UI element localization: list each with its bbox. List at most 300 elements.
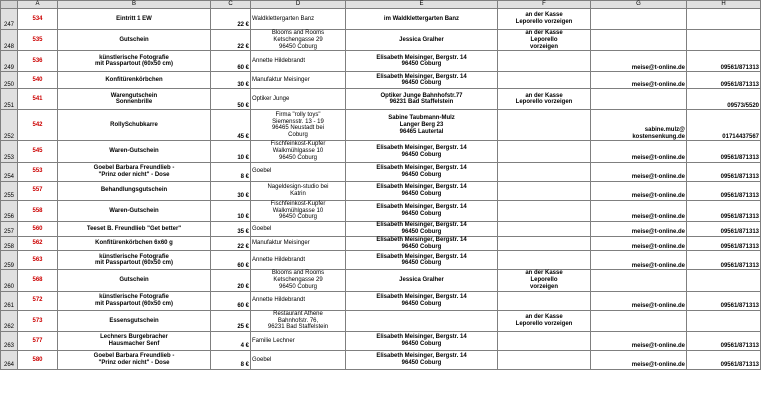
cell-contact-line: 96231 Bad Staffelstein bbox=[389, 99, 454, 106]
cell-contact-line: Elisabeth Meisinger, Bergstr. 14 bbox=[376, 253, 467, 260]
cell-phone[interactable] bbox=[687, 30, 761, 51]
row-header[interactable]: 248 bbox=[1, 30, 18, 51]
cell-donor-line: Walkmühlgasse 10 bbox=[272, 148, 324, 155]
cell-phone[interactable] bbox=[687, 270, 761, 291]
cell-contact-line: Elisabeth Meisinger, Bergstr. 14 bbox=[376, 334, 467, 341]
row-header[interactable]: 264 bbox=[1, 351, 18, 370]
cell-contact-line: Sabine Taubmann-Mulz bbox=[388, 115, 455, 122]
cell-email[interactable] bbox=[591, 51, 687, 72]
cell-item-number[interactable]: 553 bbox=[18, 162, 58, 181]
cell-value[interactable]: 22 € bbox=[211, 9, 251, 30]
cell-email[interactable] bbox=[591, 200, 687, 221]
cell-description-line: mit Passpartout (60x50 cm) bbox=[94, 300, 174, 307]
row-header[interactable]: 262 bbox=[1, 310, 18, 331]
column-header-g[interactable]: G bbox=[591, 1, 687, 9]
cell-description[interactable] bbox=[58, 9, 211, 30]
cell-contact-line: 96450 Coburg bbox=[401, 228, 442, 235]
cell-contact-line: 96450 Coburg bbox=[401, 341, 442, 348]
cell-email[interactable] bbox=[591, 310, 687, 331]
cell-item-number[interactable]: 535 bbox=[18, 30, 58, 51]
cell-pickup-line: vorzeigen bbox=[529, 43, 558, 50]
cell-contact-line: Elisabeth Meisinger, Bergstr. 14 bbox=[376, 293, 467, 300]
cell-pickup-line: Leporello vorzeigen bbox=[515, 99, 573, 106]
cell-contact[interactable] bbox=[346, 332, 498, 351]
cell-pickup[interactable] bbox=[498, 162, 591, 181]
cell-email[interactable] bbox=[591, 251, 687, 270]
cell-donor[interactable] bbox=[251, 51, 346, 72]
cell-contact-line: 96450 Coburg bbox=[401, 61, 442, 68]
cell-donor-line: Coburg bbox=[288, 132, 308, 139]
cell-phone[interactable]: 09561/871313 bbox=[687, 200, 761, 221]
cell-contact-line: Elisabeth Meisinger, Bergstr. 14 bbox=[376, 73, 467, 80]
cell-contact[interactable] bbox=[346, 236, 498, 251]
cell-value[interactable]: 60 € bbox=[211, 291, 251, 310]
cell-email[interactable] bbox=[591, 181, 687, 200]
row-header[interactable]: 250 bbox=[1, 72, 18, 89]
cell-description[interactable] bbox=[58, 181, 211, 200]
cell-pickup-line: vorzeigen bbox=[529, 283, 558, 290]
cell-donor[interactable] bbox=[251, 351, 346, 370]
cell-donor[interactable] bbox=[251, 270, 346, 291]
cell-email[interactable] bbox=[591, 270, 687, 291]
cell-item-number[interactable]: 560 bbox=[18, 222, 58, 237]
cell-pickup[interactable] bbox=[498, 236, 591, 251]
cell-value[interactable]: 8 € bbox=[211, 162, 251, 181]
cell-value[interactable]: 30 € bbox=[211, 181, 251, 200]
cell-donor-line: Goebel bbox=[252, 225, 272, 232]
cell-contact[interactable] bbox=[346, 9, 498, 30]
cell-pickup[interactable] bbox=[498, 251, 591, 270]
cell-donor-line: Waldklettergarten Banz bbox=[252, 15, 315, 22]
cell-phone[interactable]: 09561/871313 bbox=[687, 351, 761, 370]
row-header[interactable]: 252 bbox=[1, 110, 18, 141]
cell-donor[interactable] bbox=[251, 141, 346, 162]
cell-pickup[interactable] bbox=[498, 51, 591, 72]
cell-value[interactable]: 60 € bbox=[211, 251, 251, 270]
cell-contact[interactable] bbox=[346, 200, 498, 221]
cell-item-number[interactable]: 577 bbox=[18, 332, 58, 351]
cell-donor[interactable] bbox=[251, 181, 346, 200]
cell-donor-line: Siemensstr. 13 - 19 bbox=[272, 118, 324, 125]
cell-contact-line: 96450 Coburg bbox=[401, 171, 442, 178]
cell-description-line: mit Passpartout (60x50 cm) bbox=[94, 260, 174, 267]
row-header[interactable]: 247 bbox=[1, 9, 18, 30]
cell-pickup-line: Leporello vorzeigen bbox=[515, 320, 573, 327]
cell-value[interactable]: 35 € bbox=[211, 222, 251, 237]
cell-contact[interactable] bbox=[346, 251, 498, 270]
cell-description-line: RollySchubkarre bbox=[110, 121, 158, 128]
table-row bbox=[1, 332, 761, 351]
cell-pickup[interactable] bbox=[498, 222, 591, 237]
cell-description[interactable] bbox=[58, 72, 211, 89]
cell-item-number[interactable]: 558 bbox=[18, 200, 58, 221]
cell-donor-line: Optiker Junge bbox=[252, 95, 290, 102]
cell-item-number[interactable]: 580 bbox=[18, 351, 58, 370]
cell-donor[interactable] bbox=[251, 236, 346, 251]
cell-contact-line: Elisabeth Meisinger, Bergstr. 14 bbox=[376, 164, 467, 171]
cell-pickup[interactable] bbox=[498, 351, 591, 370]
column-header-f[interactable]: F bbox=[498, 1, 591, 9]
cell-contact-line: Jessica Gralher bbox=[399, 277, 444, 284]
cell-email[interactable] bbox=[591, 9, 687, 30]
cell-phone[interactable]: 01714437567 bbox=[687, 110, 761, 141]
cell-description-line: künstlerische Fotografie bbox=[99, 54, 169, 61]
table-row bbox=[1, 291, 761, 310]
cell-contact[interactable] bbox=[346, 351, 498, 370]
cell-description[interactable] bbox=[58, 251, 211, 270]
cell-item-number[interactable]: 568 bbox=[18, 270, 58, 291]
cell-donor[interactable] bbox=[251, 110, 346, 141]
row-header[interactable]: 263 bbox=[1, 332, 18, 351]
cell-description-line: Gutschein bbox=[119, 277, 149, 284]
cell-contact[interactable] bbox=[346, 30, 498, 51]
cell-donor-line: Ketschengasse 29 bbox=[273, 36, 323, 43]
cell-item-number[interactable]: 557 bbox=[18, 181, 58, 200]
cell-email-line: meise@t-online.de bbox=[631, 64, 685, 71]
cell-email[interactable] bbox=[591, 72, 687, 89]
cell-donor-line: Blooms and Rooms bbox=[271, 270, 325, 277]
column-header-row bbox=[1, 1, 761, 9]
table-row bbox=[1, 200, 761, 221]
cell-donor[interactable] bbox=[251, 251, 346, 270]
row-header[interactable]: 261 bbox=[1, 291, 18, 310]
cell-item-number[interactable]: 540 bbox=[18, 72, 58, 89]
cell-description-line: Eintritt 1 EW bbox=[116, 15, 152, 22]
cell-email[interactable] bbox=[591, 30, 687, 51]
row-header[interactable]: 258 bbox=[1, 236, 18, 251]
cell-donor-line: 96450 Coburg bbox=[278, 214, 318, 221]
cell-description-line: Waren-Gutschein bbox=[109, 207, 159, 214]
table-row bbox=[1, 310, 761, 331]
cell-pickup-line: an der Kasse bbox=[525, 270, 563, 277]
cell-description[interactable] bbox=[58, 200, 211, 221]
cell-contact[interactable] bbox=[346, 162, 498, 181]
row-header[interactable]: 255 bbox=[1, 181, 18, 200]
cell-donor-line: 96450 Coburg bbox=[278, 43, 318, 50]
cell-description[interactable] bbox=[58, 30, 211, 51]
cell-description[interactable] bbox=[58, 270, 211, 291]
column-header-c[interactable]: C bbox=[211, 1, 251, 9]
cell-donor[interactable] bbox=[251, 89, 346, 110]
cell-donor-line: Restaurant Athene bbox=[273, 310, 323, 317]
table-row bbox=[1, 162, 761, 181]
select-all-corner[interactable] bbox=[1, 1, 18, 9]
cell-email[interactable] bbox=[591, 162, 687, 181]
cell-contact-line: 96450 Coburg bbox=[401, 190, 442, 197]
cell-phone[interactable] bbox=[687, 9, 761, 30]
cell-item-number[interactable]: 541 bbox=[18, 89, 58, 110]
cell-donor[interactable] bbox=[251, 200, 346, 221]
table-row bbox=[1, 30, 761, 51]
table-row bbox=[1, 141, 761, 162]
cell-description-line: Konfitürenkörbchen 6x60 g bbox=[95, 240, 173, 247]
cell-email-line: meise@t-online.de bbox=[631, 243, 685, 250]
cell-contact-line: 96450 Coburg bbox=[401, 360, 442, 367]
column-header-d[interactable]: D bbox=[251, 1, 346, 9]
cell-donor-line: Bahnhofstr. 76, bbox=[277, 317, 319, 324]
cell-description[interactable] bbox=[58, 141, 211, 162]
cell-contact-line: Elisabeth Meisinger, Bergstr. 14 bbox=[376, 144, 467, 151]
cell-donor-line: Katrin bbox=[290, 190, 306, 197]
cell-pickup-line: Leporello bbox=[530, 36, 558, 43]
cell-donor-line: 96450 Coburg bbox=[278, 283, 318, 290]
cell-contact[interactable] bbox=[346, 141, 498, 162]
cell-email[interactable] bbox=[591, 351, 687, 370]
cell-email-line: meise@t-online.de bbox=[631, 302, 685, 309]
cell-email-line: meise@t-online.de bbox=[631, 192, 685, 199]
cell-item-number[interactable]: 562 bbox=[18, 236, 58, 251]
table-row bbox=[1, 51, 761, 72]
cell-donor[interactable] bbox=[251, 332, 346, 351]
cell-donor-line: Familie Lechner bbox=[252, 337, 295, 344]
cell-description-line: Goebel Barbara Freundlieb - bbox=[93, 164, 175, 171]
cell-description-line: "Prinz oder nicht" - Dose bbox=[98, 171, 170, 178]
cell-donor-line: Goebel bbox=[252, 168, 272, 175]
cell-value[interactable]: 20 € bbox=[211, 270, 251, 291]
cell-description[interactable] bbox=[58, 332, 211, 351]
cell-phone[interactable]: 09561/871313 bbox=[687, 251, 761, 270]
cell-phone[interactable]: 09561/871313 bbox=[687, 181, 761, 200]
cell-item-number[interactable]: 545 bbox=[18, 141, 58, 162]
cell-donor-line: Firma "rolly toys" bbox=[275, 111, 321, 118]
cell-email[interactable] bbox=[591, 222, 687, 237]
cell-description[interactable] bbox=[58, 110, 211, 141]
cell-email[interactable] bbox=[591, 236, 687, 251]
cell-value[interactable]: 22 € bbox=[211, 236, 251, 251]
cell-pickup[interactable] bbox=[498, 332, 591, 351]
cell-value[interactable]: 60 € bbox=[211, 51, 251, 72]
cell-contact-line: Elisabeth Meisinger, Bergstr. 14 bbox=[376, 54, 467, 61]
cell-value[interactable]: 10 € bbox=[211, 200, 251, 221]
cell-contact[interactable] bbox=[346, 51, 498, 72]
cell-value[interactable]: 45 € bbox=[211, 110, 251, 141]
cell-value[interactable]: 22 € bbox=[211, 30, 251, 51]
cell-description[interactable] bbox=[58, 51, 211, 72]
row-header[interactable]: 253 bbox=[1, 141, 18, 162]
cell-donor-line: Annette Hildebrandt bbox=[252, 297, 306, 304]
cell-contact-line: 96465 Lautertal bbox=[399, 128, 444, 135]
cell-description-line: Hausmacher Senf bbox=[108, 341, 160, 348]
cell-description[interactable] bbox=[58, 222, 211, 237]
table-row bbox=[1, 222, 761, 237]
cell-email-line: meise@t-online.de bbox=[631, 228, 685, 235]
cell-contact-line: Elisabeth Meisinger, Bergstr. 14 bbox=[376, 236, 467, 243]
row-header[interactable]: 260 bbox=[1, 270, 18, 291]
cell-donor[interactable] bbox=[251, 310, 346, 331]
cell-donor-line: Nageldesign-studio bei bbox=[267, 183, 329, 190]
cell-value[interactable]: 4 € bbox=[211, 332, 251, 351]
cell-contact[interactable] bbox=[346, 110, 498, 141]
row-header[interactable]: 254 bbox=[1, 162, 18, 181]
cell-pickup[interactable] bbox=[498, 110, 591, 141]
cell-contact-line: 96450 Coburg bbox=[401, 260, 442, 267]
column-header-a[interactable]: A bbox=[18, 1, 58, 9]
cell-donor[interactable] bbox=[251, 9, 346, 30]
column-header-e[interactable]: E bbox=[346, 1, 498, 9]
cell-value[interactable]: 25 € bbox=[211, 310, 251, 331]
table-row bbox=[1, 270, 761, 291]
cell-phone[interactable]: 09561/871313 bbox=[687, 222, 761, 237]
cell-email-line: meise@t-online.de bbox=[631, 154, 685, 161]
cell-contact[interactable] bbox=[346, 181, 498, 200]
cell-contact-line: 96450 Coburg bbox=[401, 210, 442, 217]
cell-description[interactable] bbox=[58, 162, 211, 181]
cell-description-line: Warengutschein bbox=[110, 92, 158, 99]
cell-description[interactable] bbox=[58, 351, 211, 370]
table-row bbox=[1, 251, 761, 270]
cell-pickup[interactable] bbox=[498, 72, 591, 89]
row-header[interactable]: 256 bbox=[1, 200, 18, 221]
cell-donor-line: Ketschengasse 29 bbox=[273, 277, 323, 284]
cell-pickup-line: an der Kasse bbox=[525, 314, 563, 321]
cell-description-line: "Prinz oder nicht" - Dose bbox=[98, 360, 170, 367]
cell-contact[interactable] bbox=[346, 310, 498, 331]
cell-pickup-line: Leporello bbox=[530, 277, 558, 284]
cell-phone[interactable] bbox=[687, 310, 761, 331]
cell-donor[interactable] bbox=[251, 30, 346, 51]
cell-pickup[interactable] bbox=[498, 181, 591, 200]
cell-phone[interactable]: 09561/871313 bbox=[687, 141, 761, 162]
table-row bbox=[1, 236, 761, 251]
cell-description-line: künstlerische Fotografie bbox=[99, 293, 169, 300]
cell-contact[interactable] bbox=[346, 72, 498, 89]
table-row bbox=[1, 89, 761, 110]
cell-email[interactable] bbox=[591, 332, 687, 351]
cell-pickup[interactable] bbox=[498, 270, 591, 291]
cell-email-line: meise@t-online.de bbox=[631, 343, 685, 350]
cell-contact-line: 96450 Coburg bbox=[401, 300, 442, 307]
cell-contact[interactable] bbox=[346, 89, 498, 110]
cell-email-line: kostensenkung.de bbox=[632, 133, 685, 140]
cell-phone[interactable]: 09561/871313 bbox=[687, 162, 761, 181]
cell-email-line: sabine.mulz@ bbox=[644, 126, 685, 133]
cell-contact-line: Elisabeth Meisinger, Bergstr. 14 bbox=[376, 183, 467, 190]
table-row bbox=[1, 9, 761, 30]
cell-pickup[interactable] bbox=[498, 310, 591, 331]
cell-pickup-line: an der Kasse bbox=[525, 12, 563, 19]
cell-pickup[interactable] bbox=[498, 291, 591, 310]
table-row bbox=[1, 351, 761, 370]
cell-phone[interactable]: 09561/871313 bbox=[687, 51, 761, 72]
cell-description-line: Konfitürenkörbchen bbox=[105, 76, 163, 83]
cell-donor-line: 96450 Coburg bbox=[278, 154, 318, 161]
cell-donor-line: Fischfeinkost-Kupfer bbox=[270, 141, 326, 148]
cell-email-line: meise@t-online.de bbox=[631, 173, 685, 180]
cell-phone[interactable]: 09573/5520 bbox=[687, 89, 761, 110]
cell-item-number[interactable]: 534 bbox=[18, 9, 58, 30]
cell-value[interactable]: 10 € bbox=[211, 141, 251, 162]
cell-description-line: Goebel Barbara Freundlieb - bbox=[93, 353, 175, 360]
cell-contact[interactable] bbox=[346, 270, 498, 291]
cell-donor-line: Manufaktur Meisinger bbox=[252, 240, 310, 247]
cell-contact-line: Optiker Junge Bahnhofstr.77 bbox=[380, 92, 463, 99]
cell-pickup[interactable] bbox=[498, 200, 591, 221]
cell-contact-line: im Waldklettergarten Banz bbox=[383, 15, 460, 22]
cell-email-line: meise@t-online.de bbox=[631, 81, 685, 88]
cell-contact-line: Langer Berg 23 bbox=[399, 121, 444, 128]
cell-phone[interactable]: 09561/871313 bbox=[687, 291, 761, 310]
cell-pickup[interactable] bbox=[498, 9, 591, 30]
cell-donor-line: Goebel bbox=[252, 356, 272, 363]
cell-donor-line: Manufaktur Meisinger bbox=[252, 76, 310, 83]
cell-phone[interactable]: 09561/871313 bbox=[687, 236, 761, 251]
cell-description-line: Teeset B. Freundlieb "Get better" bbox=[86, 225, 182, 232]
cell-contact-line: Elisabeth Meisinger, Bergstr. 14 bbox=[376, 204, 467, 211]
cell-donor[interactable] bbox=[251, 162, 346, 181]
column-header-h[interactable]: H bbox=[687, 1, 761, 9]
column-header-b[interactable]: B bbox=[58, 1, 211, 9]
cell-phone[interactable]: 09561/871313 bbox=[687, 332, 761, 351]
cell-description-line: Essensgutschein bbox=[109, 317, 159, 324]
cell-item-number[interactable]: 573 bbox=[18, 310, 58, 331]
table-row bbox=[1, 72, 761, 89]
cell-donor[interactable] bbox=[251, 72, 346, 89]
cell-email[interactable] bbox=[591, 141, 687, 162]
cell-description-line: Lechners Burgebracher bbox=[100, 334, 168, 341]
cell-value[interactable]: 30 € bbox=[211, 72, 251, 89]
row-header[interactable]: 251 bbox=[1, 89, 18, 110]
sheet-body bbox=[1, 9, 761, 370]
cell-email-line: meise@t-online.de bbox=[631, 262, 685, 269]
cell-contact-line: Elisabeth Meisinger, Bergstr. 14 bbox=[376, 222, 467, 229]
cell-donor-line: 96465 Neustadt bei bbox=[271, 125, 325, 132]
row-header[interactable]: 257 bbox=[1, 222, 18, 237]
cell-pickup[interactable] bbox=[498, 141, 591, 162]
cell-contact[interactable] bbox=[346, 291, 498, 310]
cell-donor-line: Walkmühlgasse 10 bbox=[272, 207, 324, 214]
cell-pickup[interactable] bbox=[498, 89, 591, 110]
cell-donor-line: Fischfeinkost-Kupfer bbox=[270, 200, 326, 207]
cell-item-number[interactable]: 536 bbox=[18, 51, 58, 72]
cell-contact-line: Elisabeth Meisinger, Bergstr. 14 bbox=[376, 353, 467, 360]
table-row bbox=[1, 181, 761, 200]
cell-value[interactable]: 50 € bbox=[211, 89, 251, 110]
cell-item-number[interactable]: 563 bbox=[18, 251, 58, 270]
cell-pickup-line: an der Kasse bbox=[525, 92, 563, 99]
row-header[interactable]: 249 bbox=[1, 51, 18, 72]
cell-contact-line: 96450 Coburg bbox=[401, 80, 442, 87]
cell-description[interactable] bbox=[58, 291, 211, 310]
cell-item-number[interactable]: 572 bbox=[18, 291, 58, 310]
cell-donor-line: 96231 Bad Staffelstein bbox=[267, 324, 329, 331]
cell-donor-line: Annette Hildebrandt bbox=[252, 256, 306, 263]
cell-email[interactable] bbox=[591, 89, 687, 110]
cell-phone[interactable]: 09561/871313 bbox=[687, 72, 761, 89]
cell-donor[interactable] bbox=[251, 291, 346, 310]
cell-value[interactable]: 8 € bbox=[211, 351, 251, 370]
cell-donor-line: Blooms and Rooms bbox=[271, 30, 325, 36]
cell-contact-line: Jessica Gralher bbox=[399, 36, 444, 43]
cell-description-line: mit Passpartout (60x50 cm) bbox=[94, 61, 174, 68]
cell-description[interactable] bbox=[58, 236, 211, 251]
cell-description-line: künstlerische Fotografie bbox=[99, 253, 169, 260]
cell-description[interactable] bbox=[58, 89, 211, 110]
cell-email-line: meise@t-online.de bbox=[631, 214, 685, 221]
cell-donor-line: Annette Hildebrandt bbox=[252, 57, 306, 64]
cell-description[interactable] bbox=[58, 310, 211, 331]
cell-item-number[interactable]: 542 bbox=[18, 110, 58, 141]
cell-donor[interactable] bbox=[251, 222, 346, 237]
cell-contact[interactable] bbox=[346, 222, 498, 237]
cell-pickup-line: Leporello vorzeigen bbox=[515, 19, 573, 25]
cell-email-line: meise@t-online.de bbox=[631, 362, 685, 369]
table-row bbox=[1, 110, 761, 141]
cell-email[interactable] bbox=[591, 291, 687, 310]
cell-email[interactable] bbox=[591, 110, 687, 141]
cell-pickup[interactable] bbox=[498, 30, 591, 51]
row-header[interactable]: 259 bbox=[1, 251, 18, 270]
cell-description-line: Waren-Gutschein bbox=[109, 148, 159, 155]
